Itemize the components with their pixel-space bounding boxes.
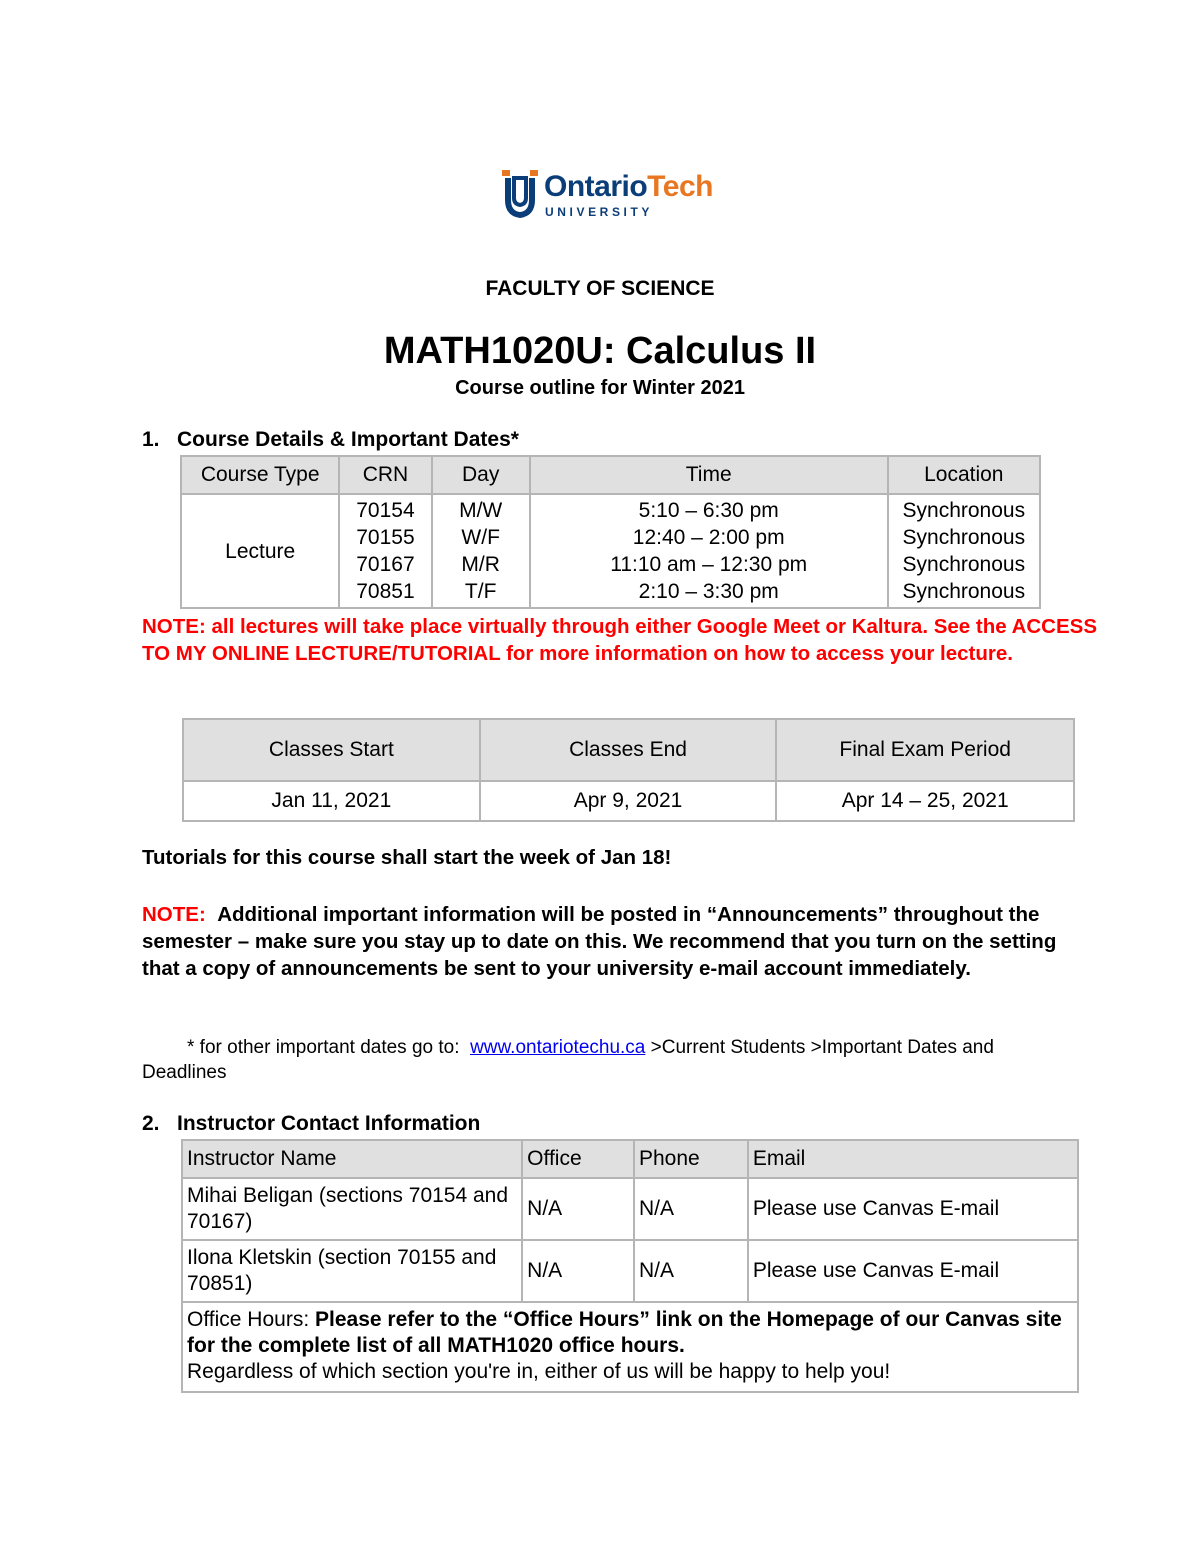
column-header: Course Type	[181, 456, 339, 494]
section-title: Course Details & Important Dates*	[177, 428, 519, 451]
time-value: 11:10 am – 12:30 pm	[610, 553, 808, 576]
section-number: 2.	[142, 1112, 160, 1135]
instructor-contact-table	[181, 1139, 1079, 1393]
time-cell	[530, 494, 888, 608]
instructor-office: N/A	[522, 1240, 634, 1302]
footnote-suffix: >Current Students >Important Dates and Deadlines	[142, 1037, 994, 1083]
crn-value: 70154	[356, 499, 415, 522]
column-header: Office	[522, 1140, 634, 1178]
column-header: Phone	[634, 1140, 748, 1178]
instructor-email: Please use Canvas E-mail	[748, 1178, 1078, 1240]
time-value: 12:40 – 2:00 pm	[632, 526, 785, 549]
table-row	[181, 494, 1040, 608]
instructor-office: N/A	[522, 1178, 634, 1240]
instructor-phone: N/A	[634, 1178, 748, 1240]
classes-start-date: Jan 11, 2021	[183, 781, 480, 821]
section-number: 1.	[142, 428, 160, 451]
final-exam-period: Apr 14 – 25, 2021	[776, 781, 1074, 821]
table-row	[182, 1178, 1078, 1240]
course-title: MATH1020U: Calculus II	[383, 330, 817, 372]
column-header: Email	[748, 1140, 1078, 1178]
office-hours-cell	[182, 1302, 1078, 1392]
important-dates-table	[182, 718, 1075, 822]
ontariotechu-link[interactable]: www.ontariotechu.ca	[470, 1037, 646, 1058]
location-cell	[888, 494, 1040, 608]
tutorials-note: Tutorials for this course shall start the week of Jan 18!	[142, 846, 672, 869]
lecture-access-note: NOTE: all lectures will take place virtually through either Google Meet or Kaltura. See the ACCESS TO MY ONLINE LECTURE/TUTORIAL for more information on how to access your lecture.	[142, 615, 1098, 665]
important-dates-footnote	[142, 1035, 1042, 1085]
column-header: Classes End	[480, 719, 777, 781]
table-header-row	[181, 456, 1040, 494]
classes-end-date: Apr 9, 2021	[480, 781, 777, 821]
faculty-heading: FACULTY OF SCIENCE	[485, 277, 715, 300]
day-cell	[432, 494, 530, 608]
instructor-phone: N/A	[634, 1240, 748, 1302]
section-heading-course-details	[142, 428, 519, 452]
logo-wordmark: OntarioTech	[544, 170, 713, 203]
course-subtitle: Course outline for Winter 2021	[455, 377, 745, 399]
day-value: T/F	[464, 580, 497, 603]
column-header: Final Exam Period	[776, 719, 1074, 781]
column-header: Time	[530, 456, 888, 494]
day-value: M/W	[459, 499, 503, 522]
location-value: Synchronous	[902, 526, 1026, 549]
university-logo	[500, 168, 713, 228]
note-label: NOTE:	[142, 903, 206, 926]
section-title: Instructor Contact Information	[177, 1112, 481, 1135]
office-hours-label: Office Hours:	[187, 1308, 310, 1331]
table-row	[183, 781, 1074, 821]
day-value: W/F	[461, 526, 500, 549]
crn-value: 70155	[356, 526, 415, 549]
announcements-note	[142, 901, 1082, 982]
footnote-prefix: * for other important dates go to:	[187, 1037, 460, 1058]
ontario-tech-shield-icon	[500, 168, 540, 222]
instructor-name: Ilona Kletskin (section 70155 and 70851)	[182, 1240, 522, 1302]
announcements-text: Additional important information will be posted in “Announcements” throughout the semester – make sure you stay up to date on this. We recommend that you turn on the setting that a copy of announcements be sent to your university e-mail account immediately.	[142, 903, 1057, 980]
crn-cell	[339, 494, 431, 608]
table-row	[182, 1240, 1078, 1302]
column-header: Day	[432, 456, 530, 494]
day-value: M/R	[461, 553, 500, 576]
course-type-cell: Lecture	[181, 494, 339, 608]
office-hours-row	[182, 1302, 1078, 1392]
logo-subtext: UNIVERSITY	[545, 205, 654, 219]
location-value: Synchronous	[902, 580, 1026, 603]
column-header: CRN	[339, 456, 431, 494]
column-header: Location	[888, 456, 1040, 494]
time-value: 5:10 – 6:30 pm	[638, 499, 779, 522]
table-header-row	[182, 1140, 1078, 1178]
column-header: Instructor Name	[182, 1140, 522, 1178]
lecture-schedule-table	[180, 455, 1041, 609]
office-hours-note: Regardless of which section you're in, either of us will be happy to help you!	[187, 1360, 891, 1383]
section-heading-instructor-contact	[142, 1112, 480, 1136]
location-value: Synchronous	[902, 499, 1026, 522]
instructor-name: Mihai Beligan (sections 70154 and 70167)	[182, 1178, 522, 1240]
column-header: Classes Start	[183, 719, 480, 781]
crn-value: 70167	[356, 553, 415, 576]
table-header-row	[183, 719, 1074, 781]
office-hours-text: Please refer to the “Office Hours” link on the Homepage of our Canvas site for the complete list of all MATH1020 office hours.	[187, 1308, 1062, 1357]
instructor-email: Please use Canvas E-mail	[748, 1240, 1078, 1302]
crn-value: 70851	[356, 580, 415, 603]
location-value: Synchronous	[902, 553, 1026, 576]
time-value: 2:10 – 3:30 pm	[638, 580, 779, 603]
